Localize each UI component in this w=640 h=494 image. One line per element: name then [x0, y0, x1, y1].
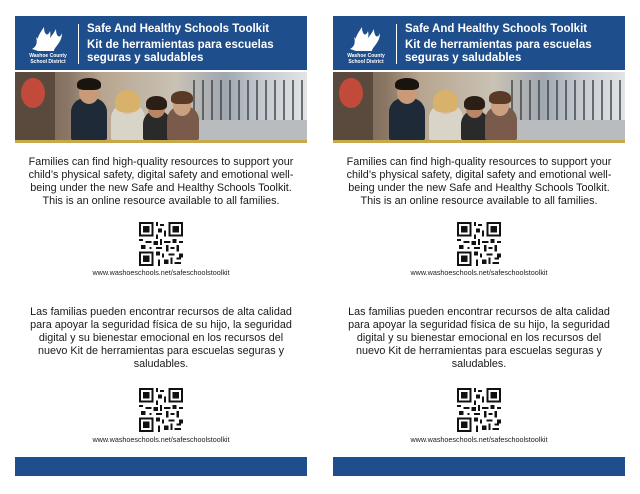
gold-divider — [333, 140, 625, 143]
footer-bar — [15, 457, 307, 476]
qr-code-icon — [139, 222, 183, 266]
qr-code-icon — [457, 388, 501, 432]
toolkit-url-spanish: www.washoeschools.net/safeschoolstoolkit — [92, 435, 230, 444]
qr-code-icon — [139, 388, 183, 432]
toolkit-url-english: www.washoeschools.net/safeschoolstoolkit — [410, 268, 548, 277]
qr-code-icon — [457, 222, 501, 266]
title-spanish: Kit de herramientas para escuelas seguras y saludables — [87, 39, 274, 64]
title-english: Safe And Healthy Schools Toolkit — [87, 23, 270, 35]
title-spanish: Kit de herramientas para escuelas seguras y saludables — [405, 39, 592, 64]
qr-code-spanish — [457, 388, 501, 432]
toolkit-url-spanish: www.washoeschools.net/safeschoolstoolkit — [410, 435, 548, 444]
wcsd-flame-logo-icon — [348, 19, 384, 53]
title-english: Safe And Healthy Schools Toolkit — [405, 23, 588, 35]
toolkit-url-english: www.washoeschools.net/safeschoolstoolkit — [92, 268, 230, 277]
banner-divider — [78, 24, 79, 64]
body-text-spanish: Las familias pueden encontrar recursos de alta calidad para apoyar la seguridad física de su hijo, la seguridad digital y su bienestar emocional en los recursos del nuevo Kit de herramientas para escuelas seguras y saludables. — [348, 306, 610, 370]
wcsd-flame-logo-icon — [30, 19, 66, 53]
footer-bar — [333, 457, 625, 476]
gold-divider — [15, 140, 307, 143]
body-text-english: Families can find high-quality resources to support your child’s physical safety, digital safety and emotional well-being under the new Safe and Healthy Schools Toolkit. This is an online resource available to all families. — [346, 156, 612, 207]
qr-code-spanish — [139, 388, 183, 432]
banner-divider — [396, 24, 397, 64]
flyer-left — [15, 16, 307, 476]
header-banner — [15, 16, 307, 70]
body-text-english: Families can find high-quality resources to support your child’s physical safety, digital safety and emotional well-being under the new Safe and Healthy Schools Toolkit. This is an online resource available to all families. — [28, 156, 294, 207]
body-text-spanish: Las familias pueden encontrar recursos de alta calidad para apoyar la seguridad física de su hijo, la seguridad digital y su bienestar emocional en los recursos del nuevo Kit de herramientas para escuelas seguras y saludables. — [30, 306, 292, 370]
district-logo — [338, 18, 394, 68]
students-photo — [333, 72, 625, 140]
header-banner — [333, 16, 625, 70]
logo-text: Washoe County School District — [29, 53, 67, 65]
qr-code-english — [139, 222, 183, 266]
students-photo — [15, 72, 307, 140]
flyer-right — [333, 16, 625, 476]
qr-code-english — [457, 222, 501, 266]
logo-text: Washoe County School District — [347, 53, 385, 65]
district-logo — [20, 18, 76, 68]
